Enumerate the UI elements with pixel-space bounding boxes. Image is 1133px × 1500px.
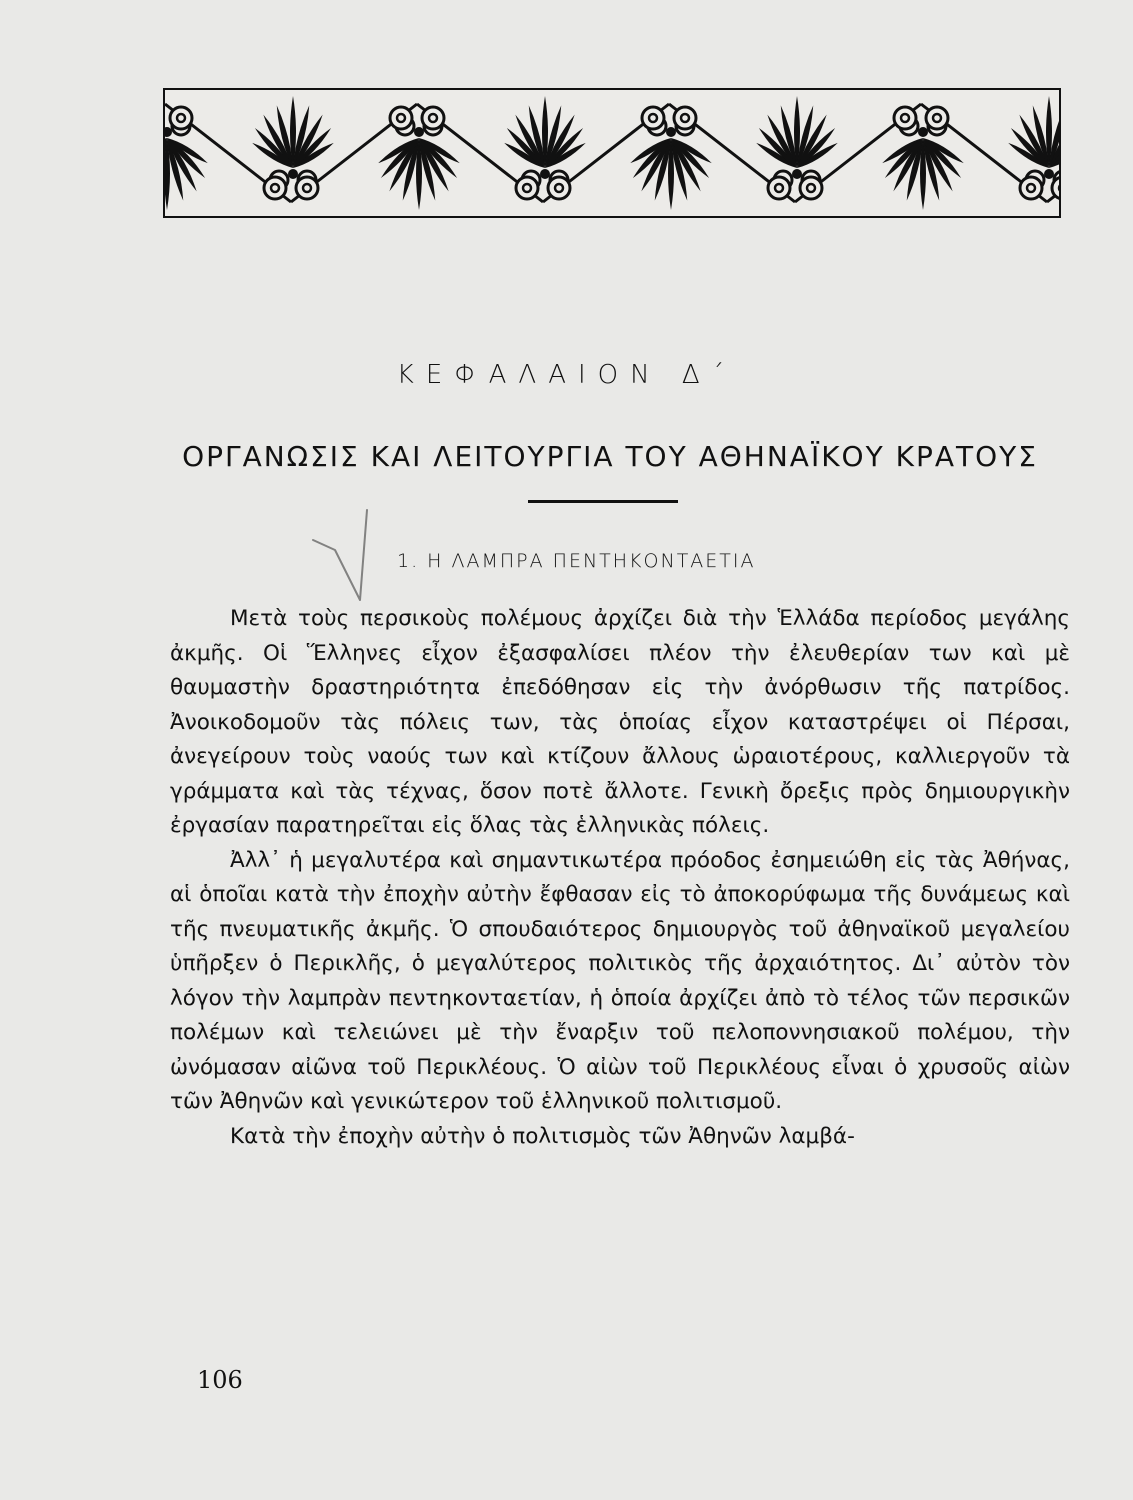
section-heading: 1. Η ΛΑΜΠΡΑ ΠΕΝΤΗΚΟΝΤΑΕΤΙΑ bbox=[397, 550, 756, 572]
paragraph: Μετὰ τοὺς περσικοὺς πολέμους ἀρχίζει διὰ τὴν Ἑλλάδα περίοδος μεγάλης ἀκμῆς. Οἱ Ἕλληνες εἶχον ἐξασφαλίσει πλέον τὴν ἐλευθερίαν των καὶ μὲ θαυμαστὴν δραστηριότητα ἐπεδόθησαν εἰς τὴν ἀνόρθωσιν τῆς πατρίδος. Ἀνοικοδομοῦν τὰς πόλεις των, τὰς ὁποίας εἶχον καταστρέψει οἱ Πέρσαι, ἀνεγείρουν τοὺς ναούς των καὶ κτίζουν ἄλλους ὡραιοτέρους, καλλιεργοῦν τὰ γράμματα καὶ τὰς τέχνας, ὅσον ποτὲ ἄλλοτε. Γενικὴ ὄρεξις πρὸς δημιουργικὴν ἐργασίαν παρατηρεῖται εἰς ὅλας τὰς ἑλληνικὰς πόλεις. bbox=[170, 606, 1070, 838]
palmette-ornament-icon bbox=[165, 90, 1059, 216]
chapter-title: ΟΡΓΑΝΩΣΙΣ ΚΑΙ ΛΕΙΤΟΥΡΓΙΑ ΤΟΥ ΑΘΗΝΑΪΚΟΥ ΚΡΑΤΟΥΣ bbox=[182, 440, 1038, 473]
chapter-label: ΚΕΦΑΛΑΙΟΝ Δ΄ bbox=[396, 360, 737, 390]
page-number: 106 bbox=[197, 1366, 243, 1394]
paragraph: Ἀλλ᾽ ἡ μεγαλυτέρα καὶ σημαντικωτέρα πρόοδος ἐσημειώθη εἰς τὰς Ἀθήνας, αἱ ὁποῖαι κατὰ τὴν ἐποχὴν αὐτὴν ἔφθασαν εἰς τὸ ἀποκορύφωμα τῆς δυνάμεως καὶ τῆς πνευματικῆς ἀκμῆς. Ὁ σπουδαιότερος δημιουργὸς τοῦ ἀθηναϊκοῦ μεγαλείου ὑπῆρξεν ὁ Περικλῆς, ὁ μεγαλύτερος πολιτικὸς τῆς ἀρχαιότητος. Δι᾽ αὐτὸν τὸν λόγον τὴν λαμπρὰν πεντηκονταετίαν, ἡ ὁποία ἀρχίζει ἀπὸ τὸ τέλος τῶν περσικῶν πολέμων καὶ τελειώνει μὲ τὴν ἔναρξιν τοῦ πελοποννησιακοῦ πολέμου, τὴν ὠνόμασαν αἰῶνα τοῦ Περικλέους. Ὁ αἰὼν τοῦ Περικλέους εἶναι ὁ χρυσοῦς αἰὼν τῶν Ἀθηνῶν καὶ γενικώτερον τοῦ ἑλληνικοῦ πολιτισμοῦ. bbox=[170, 847, 1070, 1114]
anthemion-frieze bbox=[163, 88, 1061, 218]
handwritten-check-mark-icon bbox=[305, 500, 395, 610]
title-divider bbox=[528, 500, 678, 503]
paragraph: Κατὰ τὴν ἐποχὴν αὐτὴν ὁ πολιτισμὸς τῶν Ἀθηνῶν λαμβά- bbox=[230, 1123, 855, 1149]
body-text bbox=[170, 602, 1070, 1154]
